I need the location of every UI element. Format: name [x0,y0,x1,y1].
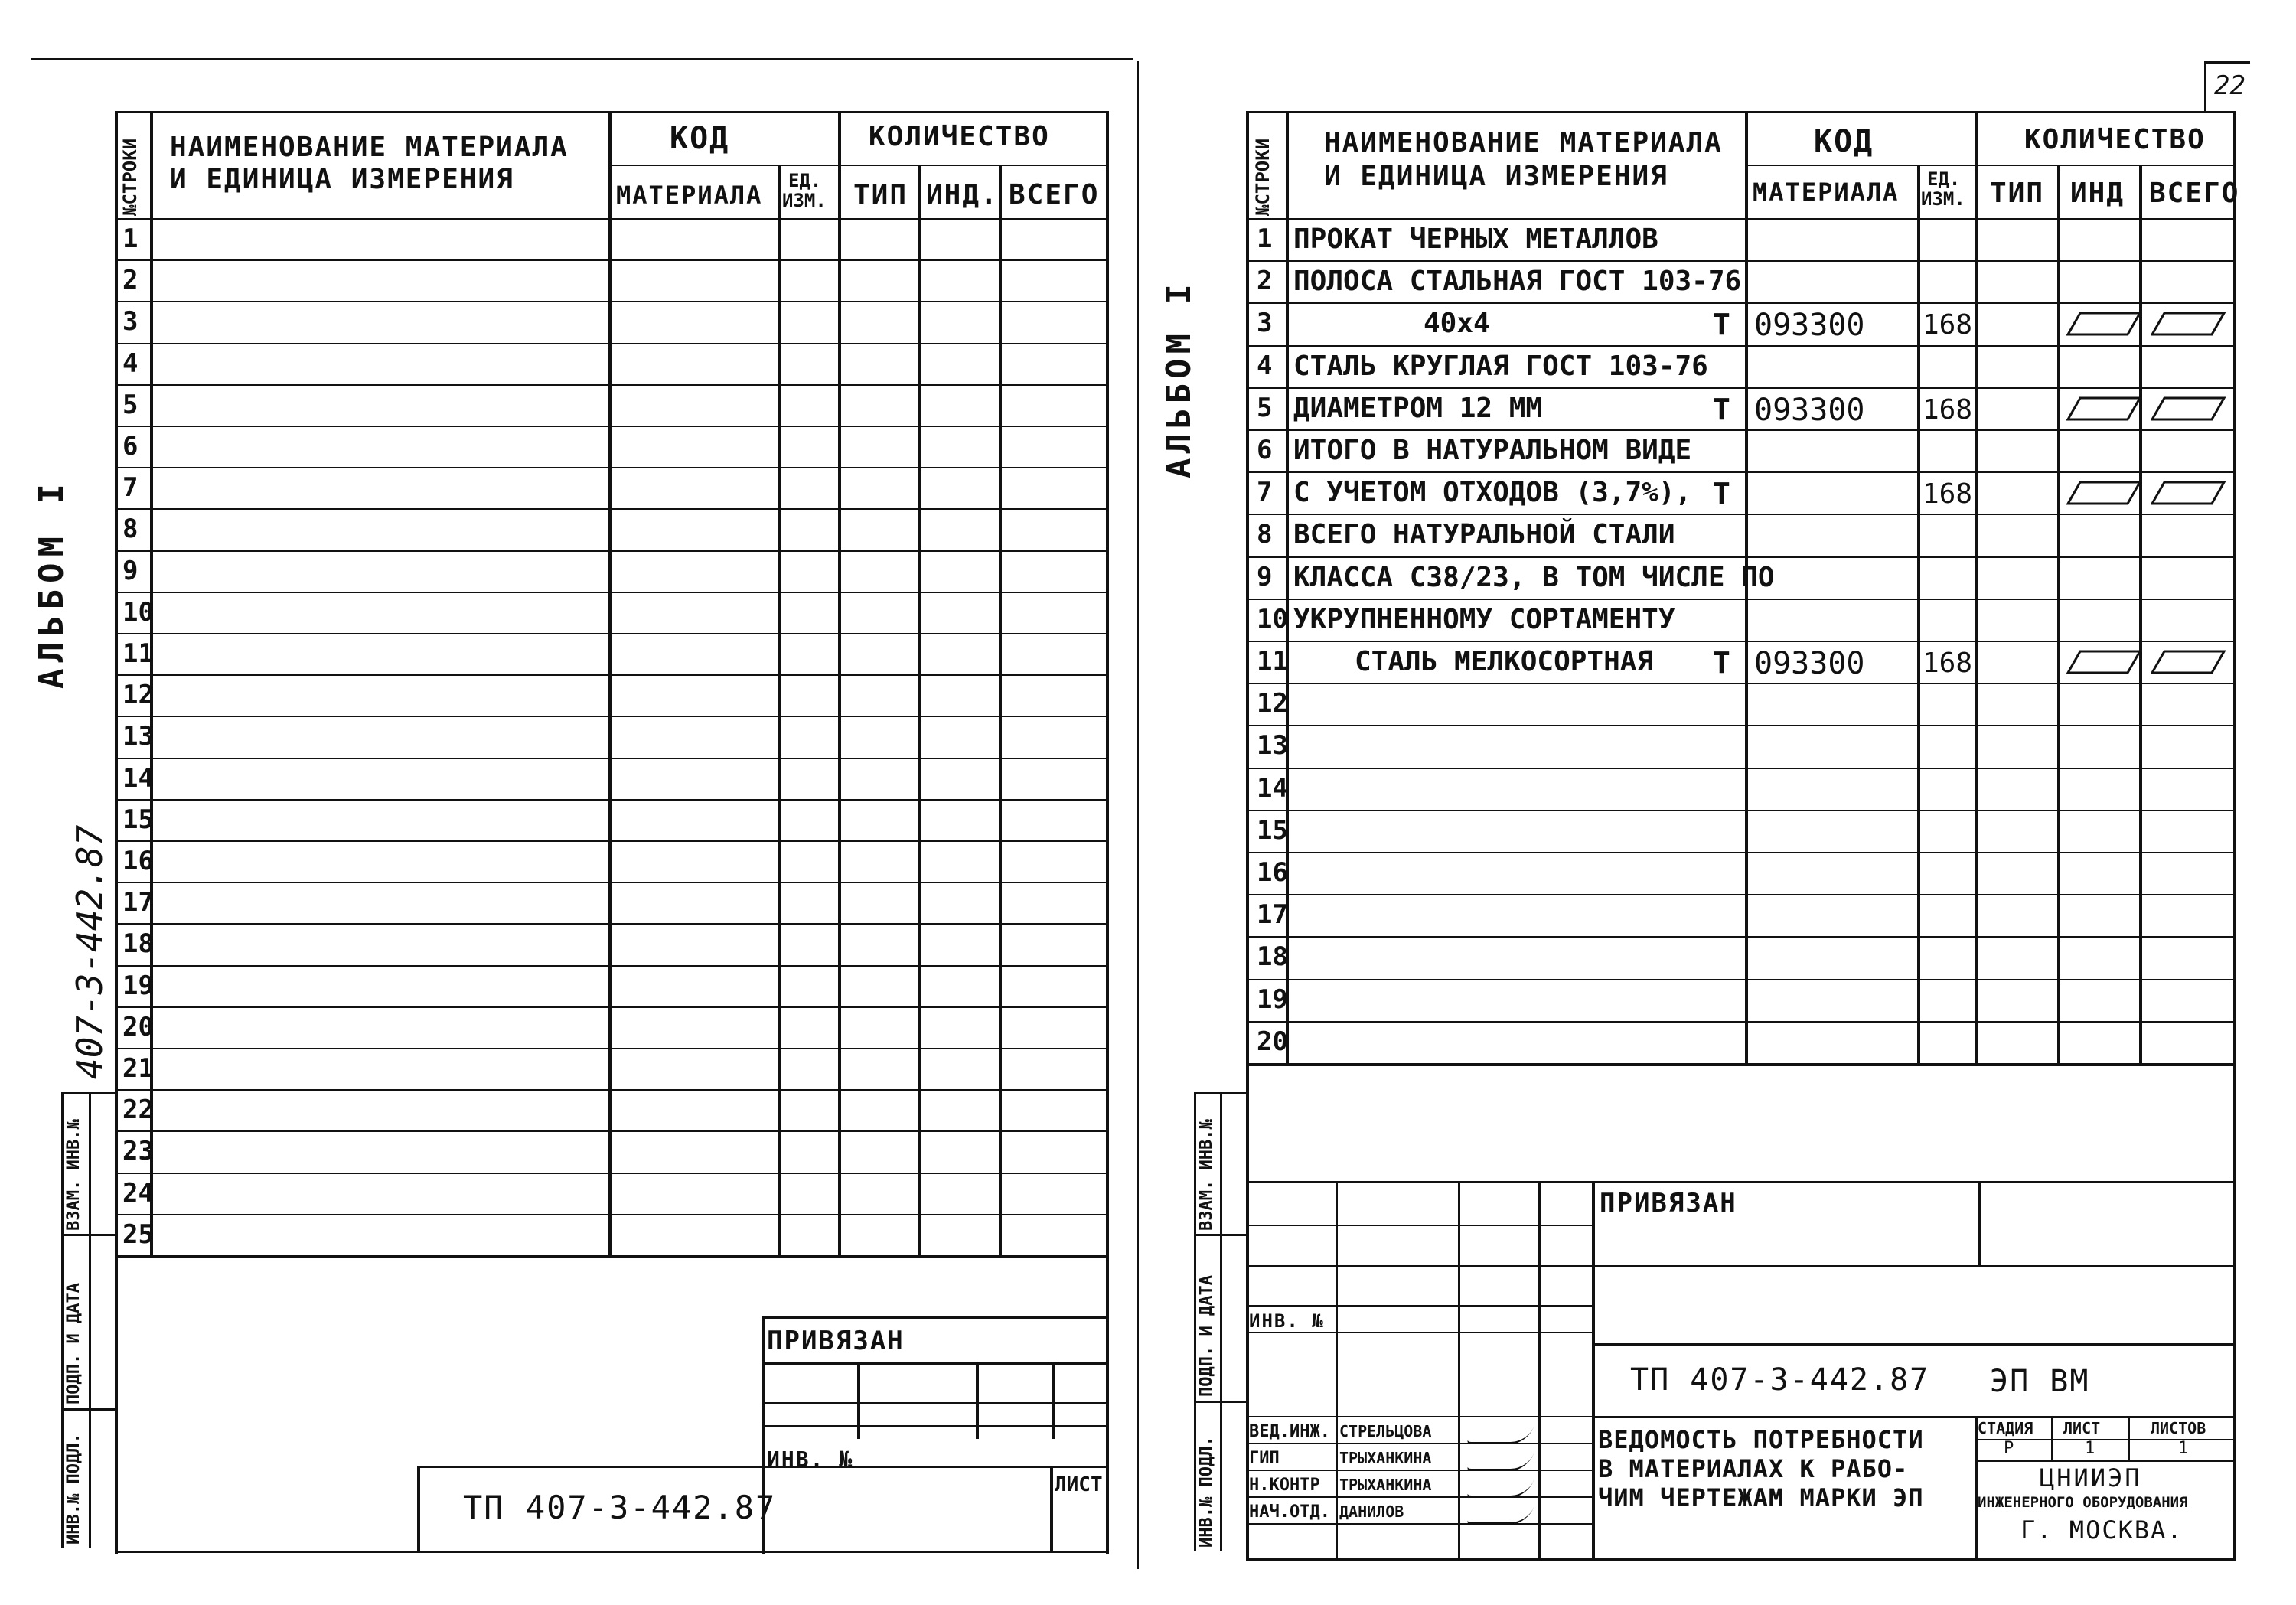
signature-mark [1466,1427,1534,1444]
right-header-quantity: КОЛИЧЕСТВО [2024,124,2206,155]
material-name: СТАЛЬ КРУГЛАЯ ГОСТ 103-76 [1293,351,1708,382]
table-row-divider [115,550,1108,552]
left-frame-bottom [115,1551,1108,1553]
right-stamp-title-3: ЧИМ ЧЕРТЕЖАМ МАРКИ ЭП [1598,1483,1924,1512]
right-header-code: КОД [1814,124,1874,159]
material-name: С УЧЕТОМ ОТХОДОВ (3,7%), [1293,477,1692,508]
row-number: 15 [1257,815,1288,846]
left-header-row-no: №СТРОКИ [119,138,141,216]
row-number: 3 [1257,308,1273,338]
row-number: 4 [122,348,139,379]
table-row-divider [115,1214,1108,1215]
album-label-left: АЛЬБОМ I [32,478,71,689]
table-row-divider [1246,260,2236,262]
unit-letter: Т [1713,393,1730,426]
table-row-divider [115,1089,1108,1091]
left-header-unit-2: ИЗМ. [782,190,827,211]
left-header-name-1: НАИМЕНОВАНИЕ МАТЕРИАЛА [170,132,569,163]
row-number: 11 [1257,646,1288,677]
row-number: 10 [1257,604,1288,634]
material-name: 40х4 [1424,308,1490,339]
row-number: 13 [1257,730,1288,761]
right-header-name-2: И ЕДИНИЦА ИЗМЕРЕНИЯ [1324,161,1668,192]
doc-number-handwritten: 407-3-442.87 [69,824,110,1079]
table-row-divider [1246,429,2236,431]
left-side-podp: ПОДП. И ДАТА [64,1283,83,1404]
page-number: 22 [2214,70,2245,101]
signature-mark [1466,1453,1534,1471]
material-code: 093300 [1754,308,1865,343]
total-dash-mark [2151,393,2227,424]
ind-dash-mark [2066,393,2143,424]
table-row-divider [1246,599,2236,600]
ind-dash-mark [2066,478,2143,508]
row-number: 19 [122,971,154,1001]
left-header-material: МАТЕРИАЛА [616,181,763,210]
left-header-code: КОД [670,121,730,156]
material-name: КЛАССА С38/23, В ТОМ ЧИСЛЕ ПО [1293,562,1775,593]
signature-mark [1466,1480,1534,1498]
table-row-divider [115,592,1108,593]
row-number: 25 [122,1219,154,1250]
right-stamp-stage: Р [2004,1439,2014,1458]
table-row-divider [1246,852,2236,853]
unit-code: 168 [1923,394,1973,426]
ind-dash-mark [2066,647,2143,677]
left-header-mid [608,165,1107,166]
right-stamp-inv: ИНВ. № [1249,1310,1325,1332]
page-fold-line [1137,61,1139,1569]
signature-mark [1466,1507,1534,1525]
left-frame-top [115,111,1108,113]
row-number: 23 [122,1136,154,1166]
right-side-inv: ИНВ.№ ПОДЛ. [1197,1436,1216,1548]
row-number: 13 [122,721,154,752]
row-number: 16 [1257,857,1288,888]
right-header-material: МАТЕРИАЛА [1753,178,1900,207]
right-stamp-sheets-label: ЛИСТОВ [2151,1419,2206,1437]
left-header-total: ВСЕГО [1009,179,1100,210]
stamp-person: СТРЕЛЬЦОВА [1339,1422,1432,1440]
material-code: 093300 [1754,393,1865,428]
row-number: 18 [1257,941,1288,972]
left-stamp-doc-code: ТП 407-3-442.87 [463,1489,777,1526]
row-number: 6 [122,431,139,462]
table-row-divider [115,633,1108,634]
table-row-divider [1246,641,2236,642]
row-number: 17 [122,887,154,918]
table-row-divider [115,384,1108,386]
left-header-name-2: И ЕДИНИЦА ИЗМЕРЕНИЯ [170,164,514,195]
row-number: 8 [1257,519,1273,550]
right-stamp-doc-code: ТП 407-3-442.87 [1630,1362,1930,1398]
table-row-divider [1246,514,2236,515]
table-row-divider [115,301,1108,302]
left-header-quantity: КОЛИЧЕСТВО [869,121,1050,152]
material-code: 093300 [1754,646,1865,681]
row-number: 4 [1257,351,1273,381]
row-number: 8 [122,514,139,544]
material-name: ПРОКАТ ЧЕРНЫХ МЕТАЛЛОВ [1293,223,1658,255]
right-stamp-mark: ЭП ВМ [1990,1364,2090,1399]
table-row-divider [115,259,1108,261]
table-row-divider [1246,387,2236,389]
row-number: 12 [122,680,154,710]
table-row-divider [115,508,1108,510]
right-header-ind: ИНД [2070,178,2125,209]
right-header-unit-1: ЕД. [1927,168,1961,190]
table-row-divider [115,343,1108,344]
total-dash-mark [2151,308,2227,339]
row-number: 2 [122,265,139,295]
unit-letter: Т [1713,477,1730,511]
left-frame-right [1106,111,1109,1554]
table-row-divider [115,799,1108,801]
row-number: 9 [1257,562,1273,592]
right-side-podp: ПОДП. И ДАТА [1197,1275,1216,1397]
table-row-divider [1246,936,2236,938]
top-edge-line [31,58,1133,60]
row-number: 16 [122,846,154,876]
row-number: 9 [122,556,139,586]
right-header-unit-2: ИЗМ. [1921,188,1965,210]
material-name: СТАЛЬ МЕЛКОСОРТНАЯ [1355,646,1654,677]
left-header-unit-1: ЕД. [788,170,822,191]
left-header-type: ТИП [853,179,908,210]
right-stamp-privyazan: ПРИВЯЗАН [1600,1188,1737,1218]
left-header-ind: ИНД. [926,179,999,210]
row-number: 7 [1257,477,1273,507]
table-row-divider [1246,894,2236,895]
left-side-inv: ИНВ.№ ПОДЛ. [64,1433,83,1545]
row-number: 20 [122,1012,154,1042]
stamp-person: ДАНИЛОВ [1339,1502,1404,1521]
table-row-divider [115,1006,1108,1008]
material-name: ДИАМЕТРОМ 12 ММ [1293,393,1543,424]
right-stamp-stage-label: СТАДИЯ [1978,1419,2033,1437]
table-row-divider [1246,1021,2236,1023]
stamp-role: НАЧ.ОТД. [1249,1502,1330,1522]
table-row-divider [1246,302,2236,304]
unit-letter: Т [1713,308,1730,341]
row-number: 19 [1257,984,1288,1015]
left-frame-left [115,111,118,1554]
material-name: ВСЕГО НАТУРАЛЬНОЙ СТАЛИ [1293,519,1675,550]
row-number: 10 [122,597,154,628]
right-side-vzam: ВЗАМ. ИНВ.№ [1197,1119,1216,1231]
stamp-role: ГИП [1249,1449,1280,1468]
table-row-divider [115,923,1108,925]
table-row-divider [1246,683,2236,684]
table-row-divider [1246,471,2236,473]
row-number: 24 [122,1178,154,1209]
table-row-divider [1246,768,2236,769]
right-stamp-org-2: ИНЖЕНЕРНОГО ОБОРУДОВАНИЯ [1978,1494,2188,1511]
left-stamp-list: ЛИСТ [1055,1473,1103,1496]
material-name: УКРУПНЕННОМУ СОРТАМЕНТУ [1293,604,1675,635]
stamp-role: Н.КОНТР [1249,1476,1320,1495]
unit-code: 168 [1923,648,1973,679]
row-number: 11 [122,638,154,669]
row-number: 21 [122,1053,154,1084]
table-row-divider [1246,810,2236,811]
left-side-vzam: ВЗАМ. ИНВ.№ [64,1119,83,1231]
table-row-divider [115,426,1108,427]
row-number: 20 [1257,1026,1288,1057]
ind-dash-mark [2066,308,2143,339]
row-number: 1 [1257,223,1273,254]
table-row-divider [115,840,1108,842]
row-number: 14 [1257,773,1288,804]
left-stamp-inv: ИНВ. № [767,1447,854,1472]
row-number: 18 [122,928,154,959]
unit-code: 168 [1923,478,1973,510]
table-row-divider [115,1130,1108,1132]
stamp-person: ТРЫХАНКИНА [1339,1476,1432,1494]
table-row-divider [115,716,1108,717]
right-header-type: ТИП [1990,178,2045,209]
stamp-role: ВЕД.ИНЖ. [1249,1422,1330,1441]
row-number: 5 [122,390,139,420]
row-number: 7 [122,472,139,503]
right-stamp-org-1: ЦНИИЭП [2040,1463,2142,1492]
right-stamp-title-1: ВЕДОМОСТЬ ПОТРЕБНОСТИ [1598,1425,1924,1454]
table-row-divider [1246,345,2236,347]
row-number: 3 [122,306,139,337]
table-row-divider [1246,556,2236,558]
right-stamp-title-2: В МАТЕРИАЛАХ К РАБО- [1598,1454,1909,1483]
album-label-right: АЛЬБОМ I [1159,279,1199,478]
row-number: 22 [122,1094,154,1125]
total-dash-mark [2151,478,2227,508]
table-row-divider [115,965,1108,967]
left-stamp-privyazan: ПРИВЯЗАН [767,1326,905,1356]
table-row-divider [1246,725,2236,726]
material-name: ИТОГО В НАТУРАЛЬНОМ ВИДЕ [1293,435,1692,466]
right-stamp-sheets: 1 [2178,1439,2189,1458]
left-header-bottom [115,218,1108,220]
row-number: 1 [122,223,139,254]
table-row-divider [115,758,1108,759]
unit-code: 168 [1923,309,1973,341]
row-number: 2 [1257,266,1273,296]
table-row-divider [115,882,1108,883]
unit-letter: Т [1713,646,1730,680]
row-number: 14 [122,763,154,794]
right-header-total: ВСЕГО [2149,178,2240,209]
row-number: 12 [1257,688,1288,719]
row-number: 6 [1257,435,1273,465]
right-stamp-sheet: 1 [2085,1439,2095,1458]
table-row-divider [115,674,1108,676]
total-dash-mark [2151,647,2227,677]
right-header-name-1: НАИМЕНОВАНИЕ МАТЕРИАЛА [1324,127,1723,158]
row-number: 5 [1257,393,1273,423]
right-header-row-no: №СТРОКИ [1252,138,1274,216]
table-row-divider [1246,979,2236,980]
table-row-divider [115,1173,1108,1174]
right-stamp-org-3: Г. МОСКВА. [2020,1515,2183,1545]
table-row-divider [115,1048,1108,1049]
row-number: 15 [122,804,154,835]
stamp-person: ТРЫХАНКИНА [1339,1449,1432,1467]
right-stamp-sheet-label: ЛИСТ [2063,1419,2101,1437]
material-name: ПОЛОСА СТАЛЬНАЯ ГОСТ 103-76 [1293,266,1742,297]
row-number: 17 [1257,899,1288,930]
table-row-divider [115,467,1108,468]
